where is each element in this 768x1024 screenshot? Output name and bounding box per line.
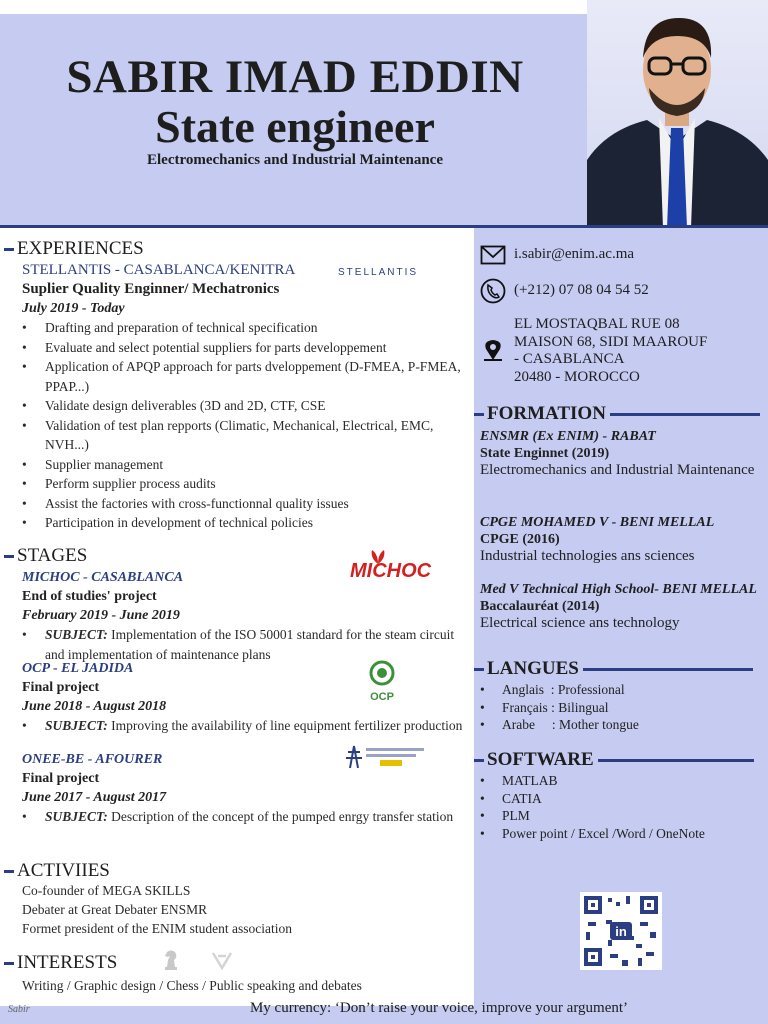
list-item: • Power point / Excel /Word / OneNote — [480, 825, 764, 843]
formation-heading: FORMATION — [474, 403, 768, 425]
phone-text[interactable]: (+212) 07 08 04 54 52 — [514, 282, 649, 298]
langues-heading: LANGUES — [474, 658, 768, 680]
portrait-image — [587, 0, 768, 228]
list-item: • Drafting and preparation of technical specification — [22, 318, 472, 338]
stellantis-logo: STELLANTIS — [338, 267, 419, 278]
list-item: • MATLAB — [480, 772, 764, 790]
experience-company: STELLANTIS - CASABLANCA/KENITRA — [22, 262, 296, 278]
list-item: • Anglais : Professional — [480, 681, 764, 699]
stages-heading: STAGES — [4, 545, 87, 567]
software-list — [480, 772, 764, 842]
stage-type: Final project — [22, 680, 100, 695]
email-text[interactable]: i.sabir@enim.ac.ma — [514, 246, 635, 262]
stage-subject: • SUBJECT: Implementation of the ISO 50001 standard for the steam circuit and implementation of maintenance plans — [22, 625, 472, 664]
left-column — [0, 228, 474, 1006]
qr-code-icon[interactable] — [580, 892, 662, 970]
stage-company: MICHOC - CASABLANCA — [22, 570, 184, 585]
experience-period: July 2019 - Today — [22, 301, 125, 316]
list-item: • PLM — [480, 807, 764, 825]
header-top-band — [0, 0, 588, 14]
formation-item-cpge: CPGE MOHAMED V - BENI MELLAL CPGE (2016) Industrial technologies ans sciences — [480, 515, 715, 564]
stage-ocp — [22, 659, 472, 736]
stage-period: February 2019 - June 2019 — [22, 608, 180, 623]
right-column — [474, 228, 768, 1024]
formation-item-ensmr: ENSMR (Ex ENIM) - RABAT State Enginnet (2019) Electromechanics and Industrial Maintenance — [480, 429, 755, 478]
location-pin-icon — [482, 338, 504, 362]
interests-text: Writing / Graphic design / Chess / Public speaking and debates — [22, 978, 362, 993]
list-item: • Arabe : Mother tongue — [480, 716, 764, 734]
interests-heading: INTERESTS — [4, 952, 117, 974]
experience-block — [22, 261, 472, 533]
header — [0, 0, 768, 228]
list-item: • Supplier management — [22, 455, 472, 475]
list-item: Debater at Great Debater ENSMR — [22, 902, 208, 917]
onee-logo — [340, 742, 430, 770]
list-item: • Evaluate and select potential suppliers for parts developpement — [22, 338, 472, 358]
job-subtitle: Electromechanics and Industrial Maintenance — [147, 152, 443, 168]
activities-heading: ACTIVIIES — [4, 860, 110, 882]
michoc-logo: MICHOC — [350, 560, 431, 583]
list-item: • Application of APQP approach for parts dveloppement (D-FMEA, P-FMEA, PPAP...) — [22, 357, 472, 396]
michoc-leaf-icon — [368, 548, 388, 564]
experience-role: Suplier Quality Enginner/ Mechatronics — [22, 281, 280, 297]
stage-subject: • SUBJECT: Improving the availability of line equipment fertilizer production — [22, 716, 472, 736]
job-title: State engineer — [155, 101, 435, 152]
formation-item-highschool: Med V Technical High School- BENI MELLAL Baccalauréat (2014) Electrical science ans technology — [480, 582, 757, 631]
list-item: • Validate design deliverables (3D and 2D, CTF, CSE — [22, 396, 472, 416]
list-item: • Validation of test plan repports (Climatic, Mechanical, Electrical, EMC, NVH...) — [22, 416, 472, 455]
svg-text:in: in — [615, 924, 627, 939]
signature-icon: Sabir — [8, 1004, 30, 1015]
address-block: EL MOSTAQBAL RUE 08 MAISON 68, SIDI MAAROUF - CASABLANCA 20480 - MOROCCO — [514, 316, 708, 385]
stage-company: ONEE-BE - AFOURER — [22, 752, 163, 767]
list-item: • Français : Bilingual — [480, 699, 764, 717]
stage-period: June 2017 - August 2017 — [22, 790, 167, 805]
list-item: Formet president of the ENIM student association — [22, 921, 292, 936]
email-icon — [480, 245, 506, 265]
profile-photo — [587, 0, 768, 228]
activities-list — [22, 881, 472, 938]
langues-list — [480, 681, 764, 734]
stage-company: OCP - EL JADIDA — [22, 661, 134, 676]
experience-bullets — [22, 318, 472, 533]
stage-type: Final project — [22, 771, 100, 786]
chess-knight-icon — [160, 948, 182, 972]
onee-pylon-icon — [340, 742, 430, 770]
stage-type: End of studies' project — [22, 589, 157, 604]
experiences-heading: EXPERIENCES — [4, 238, 144, 260]
stage-subject: • SUBJECT: Description of the concept of the pumped enrgy transfer station — [22, 807, 472, 827]
list-item: • Perform supplier process audits — [22, 474, 472, 494]
footer-quote: My currency: ‘Don’t raise your voice, improve your argument’ — [249, 1000, 629, 1016]
phone-icon — [480, 278, 506, 304]
candidate-name: SABIR IMAD EDDIN — [66, 51, 524, 103]
pen-icon — [210, 950, 234, 972]
list-item: • CATIA — [480, 790, 764, 808]
list-item: • Participation in development of technical policies — [22, 513, 472, 533]
software-heading: SOFTWARE — [474, 749, 768, 771]
stage-period: June 2018 - August 2018 — [22, 699, 167, 714]
list-item: • Assist the factories with cross-functionnal quality issues — [22, 494, 472, 514]
list-item: Co-founder of MEGA SKILLS — [22, 883, 191, 898]
ocp-emblem-icon — [366, 660, 398, 686]
ocp-logo: OCP — [366, 660, 398, 700]
